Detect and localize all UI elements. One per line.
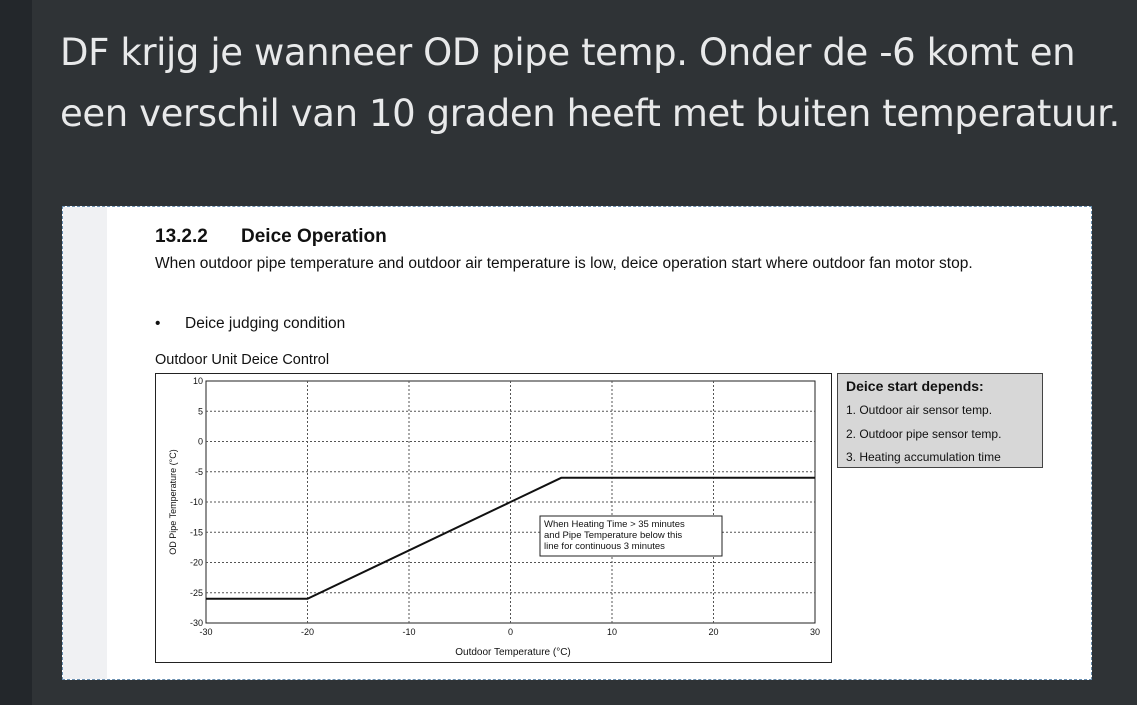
deice-chart	[156, 374, 831, 662]
chart-title: Outdoor Unit Deice Control	[155, 352, 330, 368]
x-tick-label: 10	[606, 627, 618, 637]
y-tick-label: -5	[194, 466, 203, 477]
legend-box	[837, 373, 1043, 468]
bullet-text: Deice judging condition	[185, 315, 346, 332]
x-tick-label: 20	[708, 627, 719, 637]
annotation-line: When Heating Time > 35 minutes	[544, 519, 685, 530]
legend-title: Deice start depends:	[846, 378, 984, 394]
legend-item: 2. Outdoor pipe sensor temp.	[846, 426, 1002, 441]
post-text: DF krijg je wanneer OD pipe temp. Onder de -6 komt en een verschil van 10 graden heeft met buiten temperatuur.	[60, 31, 1120, 135]
y-tick-label: -20	[189, 557, 203, 568]
y-axis-label: OD Pipe Temperature (°C)	[168, 449, 178, 555]
legend-item: 3. Heating accumulation time	[846, 450, 1001, 464]
section-title: Deice Operation	[241, 226, 387, 247]
annotation-line: and Pipe Temperature below this	[544, 530, 683, 541]
section-number: 13.2.2	[155, 226, 208, 247]
y-tick-label: -25	[189, 587, 203, 598]
section-heading	[155, 226, 387, 248]
y-tick-label: -30	[189, 618, 203, 628]
x-tick-label: 0	[507, 627, 514, 637]
y-tick-label: 5	[197, 406, 203, 417]
x-axis-label: Outdoor Temperature (°C)	[455, 647, 571, 658]
y-tick-label: 10	[192, 376, 203, 386]
forum-post	[32, 0, 1137, 705]
y-tick-label: -15	[189, 527, 203, 538]
chart-annotation	[540, 516, 722, 556]
bullet-dot: •	[155, 315, 161, 332]
x-tick-label: 30	[809, 627, 821, 637]
x-tick-label: -20	[300, 627, 315, 637]
annotation-line: line for continuous 3 minutes	[544, 541, 665, 552]
x-tick-label: -10	[402, 627, 416, 637]
y-tick-label: -10	[189, 497, 203, 507]
attached-document-image[interactable]	[62, 206, 1092, 680]
chart-frame	[155, 373, 832, 663]
doc-margin	[63, 207, 107, 679]
x-tick-label: -30	[199, 627, 213, 637]
section-paragraph: When outdoor pipe temperature and outdoor air temperature is low, deice operation start where outdoor fan motor stop.	[155, 255, 973, 272]
legend-item: 1. Outdoor air sensor temp.	[846, 403, 993, 417]
y-tick-label: 0	[197, 436, 203, 447]
bullet-item	[155, 315, 345, 333]
